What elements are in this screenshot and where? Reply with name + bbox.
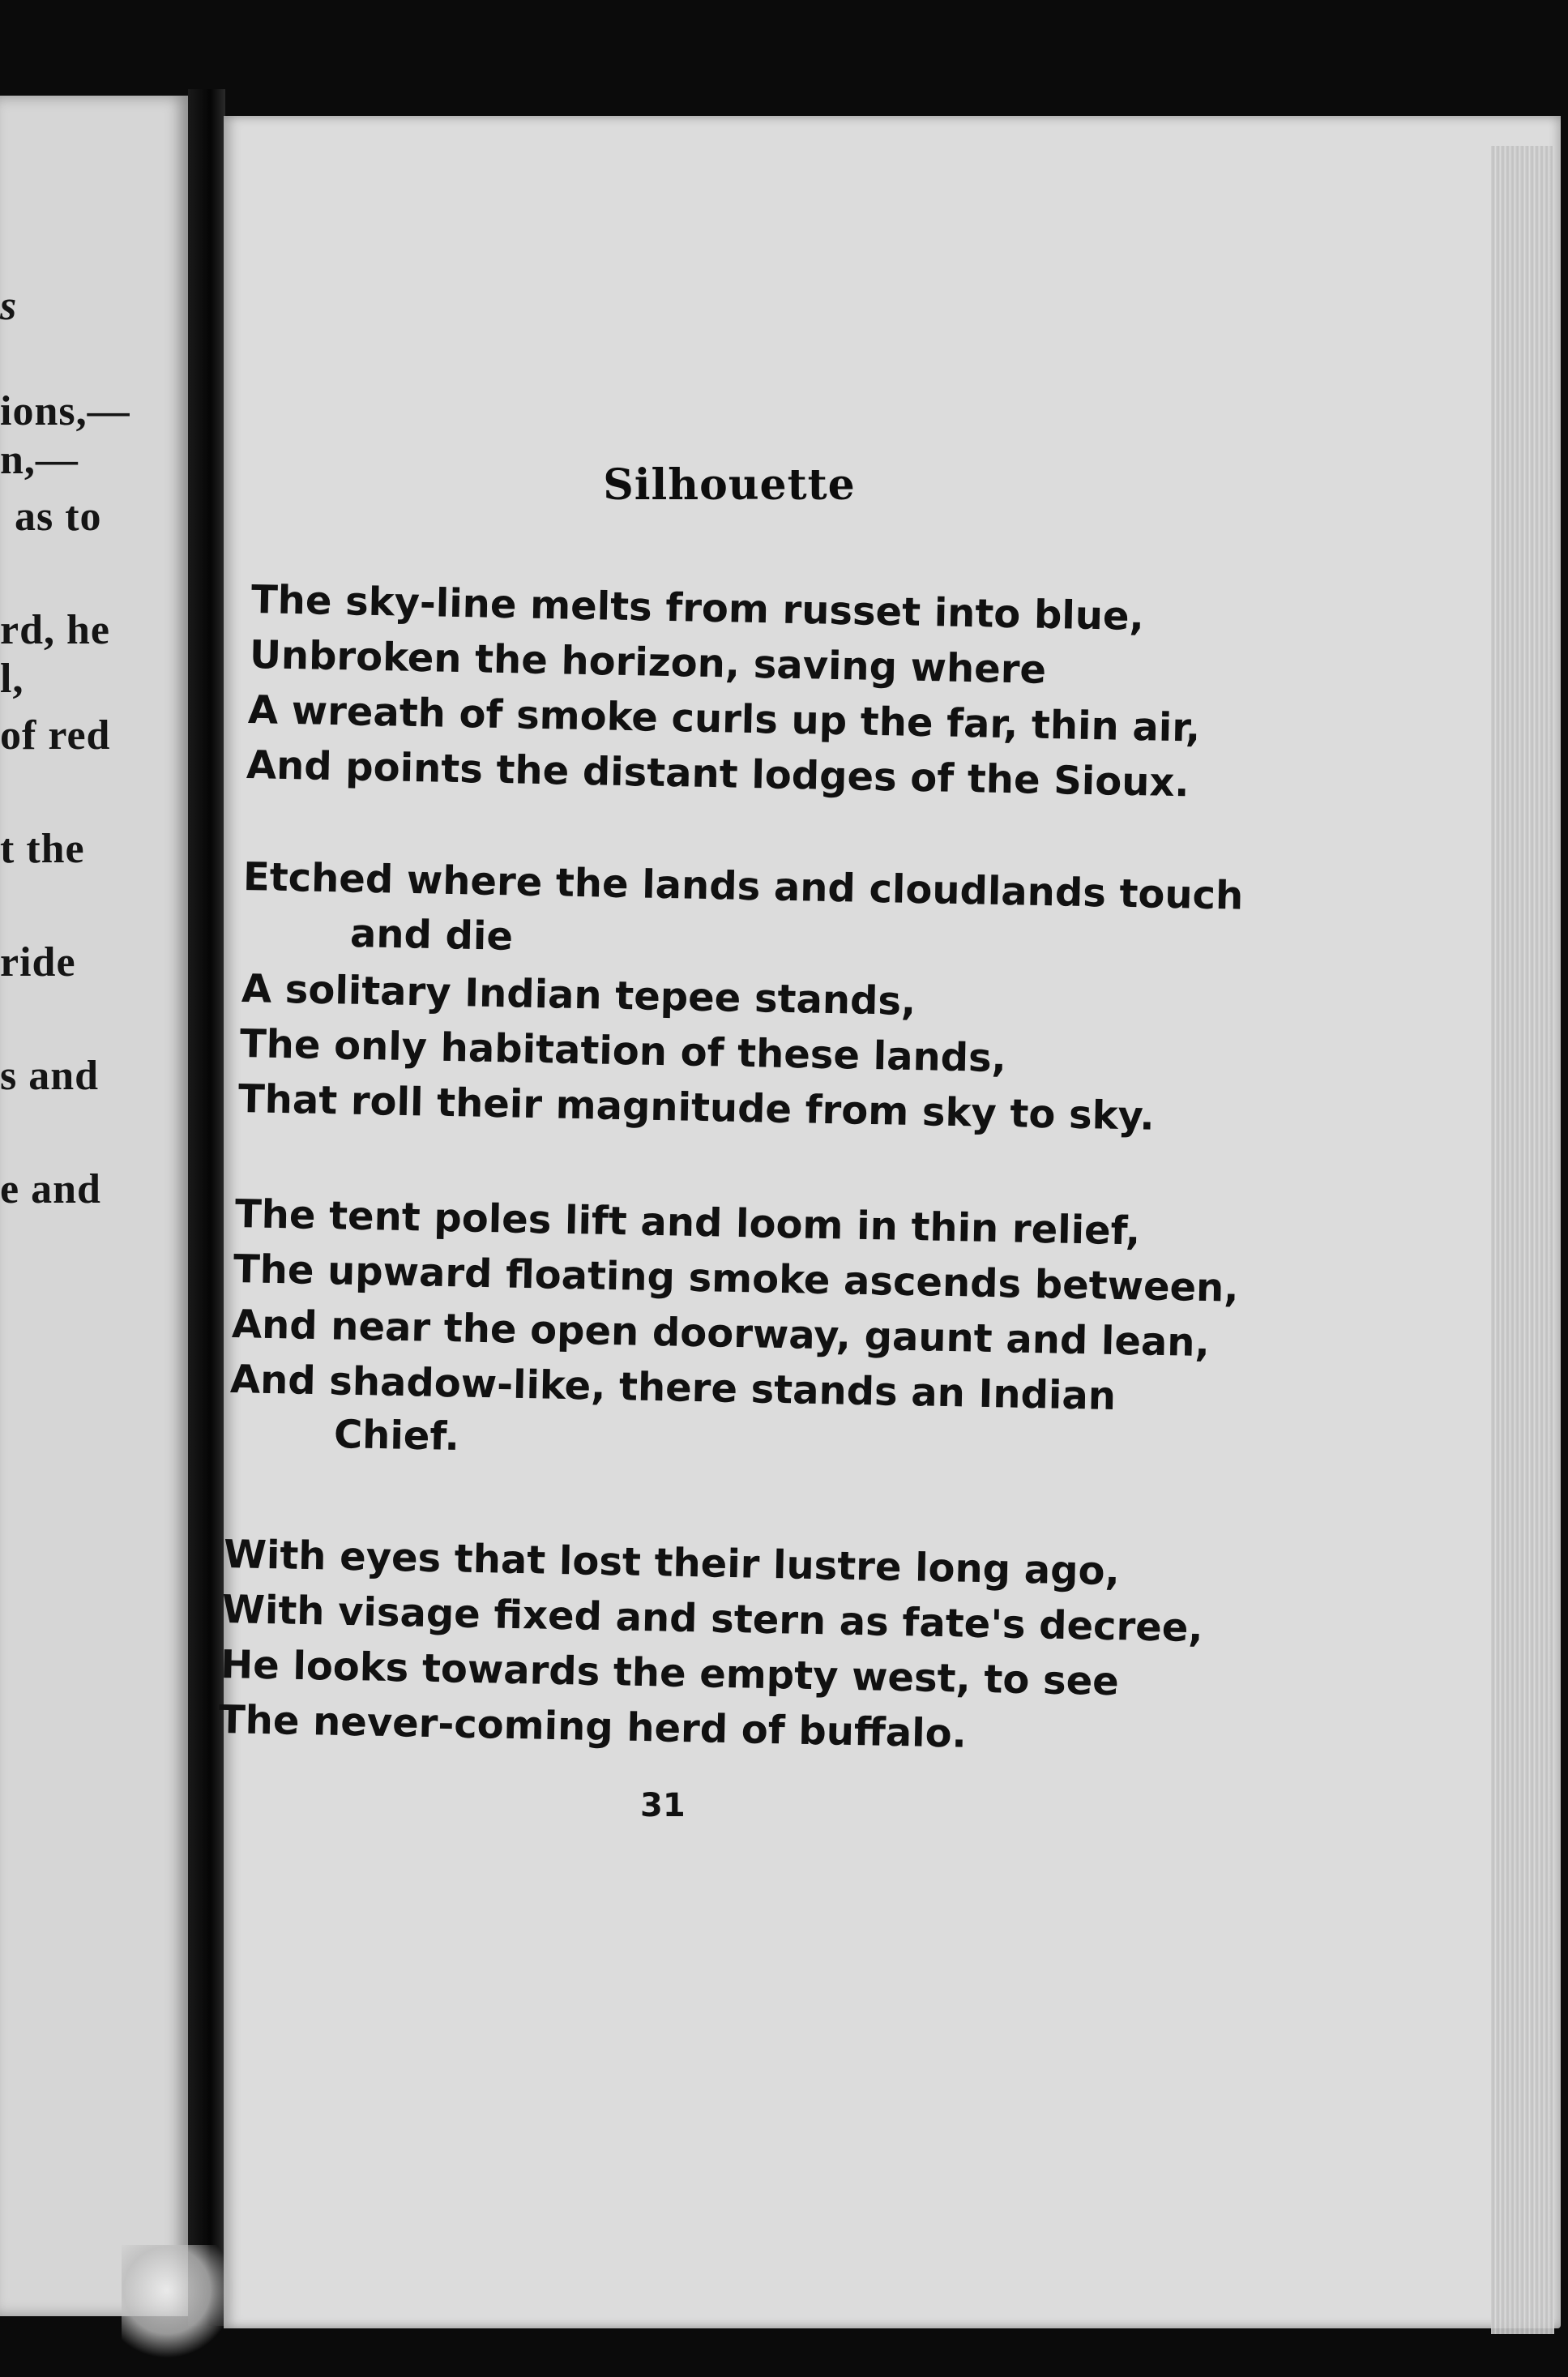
left-fragment: n,—	[0, 437, 79, 483]
left-fragment: e and	[0, 1166, 101, 1212]
left-fragment: ride	[0, 939, 76, 985]
poem-line: The upward floating smoke ascends between,	[233, 1246, 1240, 1311]
page-number: 31	[640, 1787, 686, 1824]
left-fragment: t the	[0, 826, 85, 872]
poem-line: And points the distant lodges of the Sioux.	[246, 742, 1190, 806]
poem-line: The tent poles lift and loom in thin relief,	[234, 1191, 1141, 1255]
poem-line: He looks towards the empty west, to see	[220, 1642, 1120, 1705]
poem-line: and die	[349, 911, 514, 960]
poem-line: Etched where the lands and cloudlands touch	[242, 854, 1244, 919]
poem-line: Chief.	[333, 1412, 460, 1460]
left-fragment: of red	[0, 712, 111, 759]
left-fragment: as to	[15, 494, 102, 540]
poem-line: The sky-line melts from russet into blue,	[250, 577, 1145, 640]
poem-title: Silhouette	[603, 460, 856, 510]
left-fragment: l,	[0, 656, 24, 702]
left-fragment: s and	[0, 1053, 100, 1099]
poem-line: The only habitation of these lands,	[239, 1021, 1007, 1082]
poem-line: A solitary Indian tepee stands,	[241, 966, 916, 1024]
torn-corner	[122, 2245, 235, 2358]
poem-line: With eyes that lost their lustre long ago,	[223, 1532, 1121, 1595]
poem-line: And shadow-like, there stands an Indian	[229, 1357, 1117, 1419]
left-fragment: s	[0, 283, 18, 329]
poem-line: And near the open doorway, gaunt and lean,	[231, 1302, 1211, 1366]
left-fragment: ions,—	[0, 388, 130, 434]
poem-line: A wreath of smoke curls up the far, thin air,	[247, 687, 1201, 751]
poem-line: With visage fixed and stern as fate's decree,	[221, 1587, 1204, 1652]
poem-line: Unbroken the horizon, saving where	[249, 632, 1047, 693]
left-fragment: rd, he	[0, 607, 110, 653]
poem-line: That roll their magnitude from sky to sky.	[237, 1076, 1156, 1139]
poem-line: The never-coming herd of buffalo.	[218, 1697, 968, 1757]
